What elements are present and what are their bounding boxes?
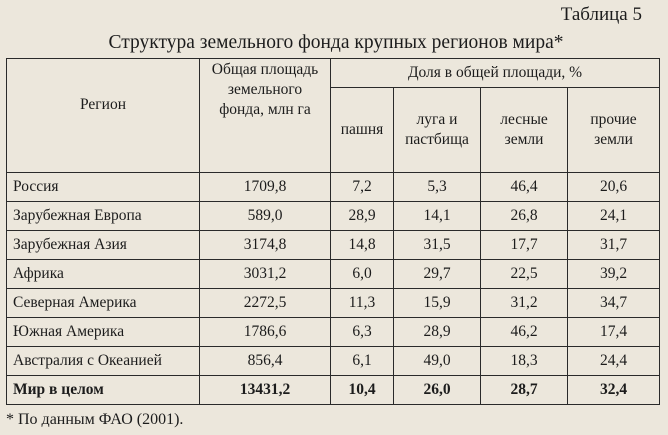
area-value: 856,4: [200, 347, 331, 376]
footnote: * По данным ФАО (2001).: [6, 411, 184, 428]
forest-value: 22,5: [481, 260, 568, 289]
total-arable-value: 10,4: [331, 376, 394, 405]
forest-value: 17,7: [481, 231, 568, 260]
meadows-value: 31,5: [394, 231, 481, 260]
forest-value: 18,3: [481, 347, 568, 376]
table-number-label: Таблица 5: [560, 4, 642, 25]
meadows-value: 29,7: [394, 260, 481, 289]
total-meadows-value: 26,0: [394, 376, 481, 405]
header-forest: лесные земли: [481, 88, 568, 173]
other-value: 20,6: [568, 173, 660, 202]
region-name: Австралия с Океанией: [7, 347, 200, 376]
area-value: 1709,8: [200, 173, 331, 202]
header-total-area: Общая площадь земельного фонда, млн га: [200, 59, 331, 173]
meadows-value: 5,3: [394, 173, 481, 202]
area-value: 1786,6: [200, 318, 331, 347]
region-name: Южная Америка: [7, 318, 200, 347]
arable-value: 11,3: [331, 289, 394, 318]
arable-value: 7,2: [331, 173, 394, 202]
header-other: прочие земли: [568, 88, 660, 173]
header-meadows: луга и пастбища: [394, 88, 481, 173]
area-value: 3031,2: [200, 260, 331, 289]
table-row: [7, 347, 660, 376]
table-row: [7, 289, 660, 318]
arable-value: 6,3: [331, 318, 394, 347]
arable-value: 6,0: [331, 260, 394, 289]
total-area-value: 13431,2: [200, 376, 331, 405]
arable-value: 14,8: [331, 231, 394, 260]
area-value: 589,0: [200, 202, 331, 231]
arable-value: 28,9: [331, 202, 394, 231]
total-forest-value: 28,7: [481, 376, 568, 405]
region-name: Африка: [7, 260, 200, 289]
region-name: Россия: [7, 173, 200, 202]
area-value: 2272,5: [200, 289, 331, 318]
region-name: Зарубежная Азия: [7, 231, 200, 260]
meadows-value: 14,1: [394, 202, 481, 231]
forest-value: 46,2: [481, 318, 568, 347]
table-body: [7, 173, 660, 405]
region-name: Северная Америка: [7, 289, 200, 318]
other-value: 24,1: [568, 202, 660, 231]
other-value: 17,4: [568, 318, 660, 347]
table-row: [7, 260, 660, 289]
forest-value: 26,8: [481, 202, 568, 231]
meadows-value: 49,0: [394, 347, 481, 376]
region-name: Зарубежная Европа: [7, 202, 200, 231]
land-fund-table: [6, 58, 660, 405]
header-arable: пашня: [331, 88, 394, 173]
meadows-value: 28,9: [394, 318, 481, 347]
table-row: [7, 231, 660, 260]
header-share: Доля в общей площади, %: [331, 59, 660, 88]
table-row: [7, 173, 660, 202]
header-region: Регион: [7, 59, 200, 173]
meadows-value: 15,9: [394, 289, 481, 318]
arable-value: 6,1: [331, 347, 394, 376]
area-value: 3174,8: [200, 231, 331, 260]
other-value: 39,2: [568, 260, 660, 289]
forest-value: 46,4: [481, 173, 568, 202]
total-other-value: 32,4: [568, 376, 660, 405]
other-value: 24,4: [568, 347, 660, 376]
total-region-name: Мир в целом: [7, 376, 200, 405]
forest-value: 31,2: [481, 289, 568, 318]
table-title: Структура земельного фонда крупных регионов мира*: [108, 32, 564, 53]
other-value: 31,7: [568, 231, 660, 260]
total-row: [7, 376, 660, 405]
table-row: [7, 318, 660, 347]
other-value: 34,7: [568, 289, 660, 318]
table-row: [7, 202, 660, 231]
